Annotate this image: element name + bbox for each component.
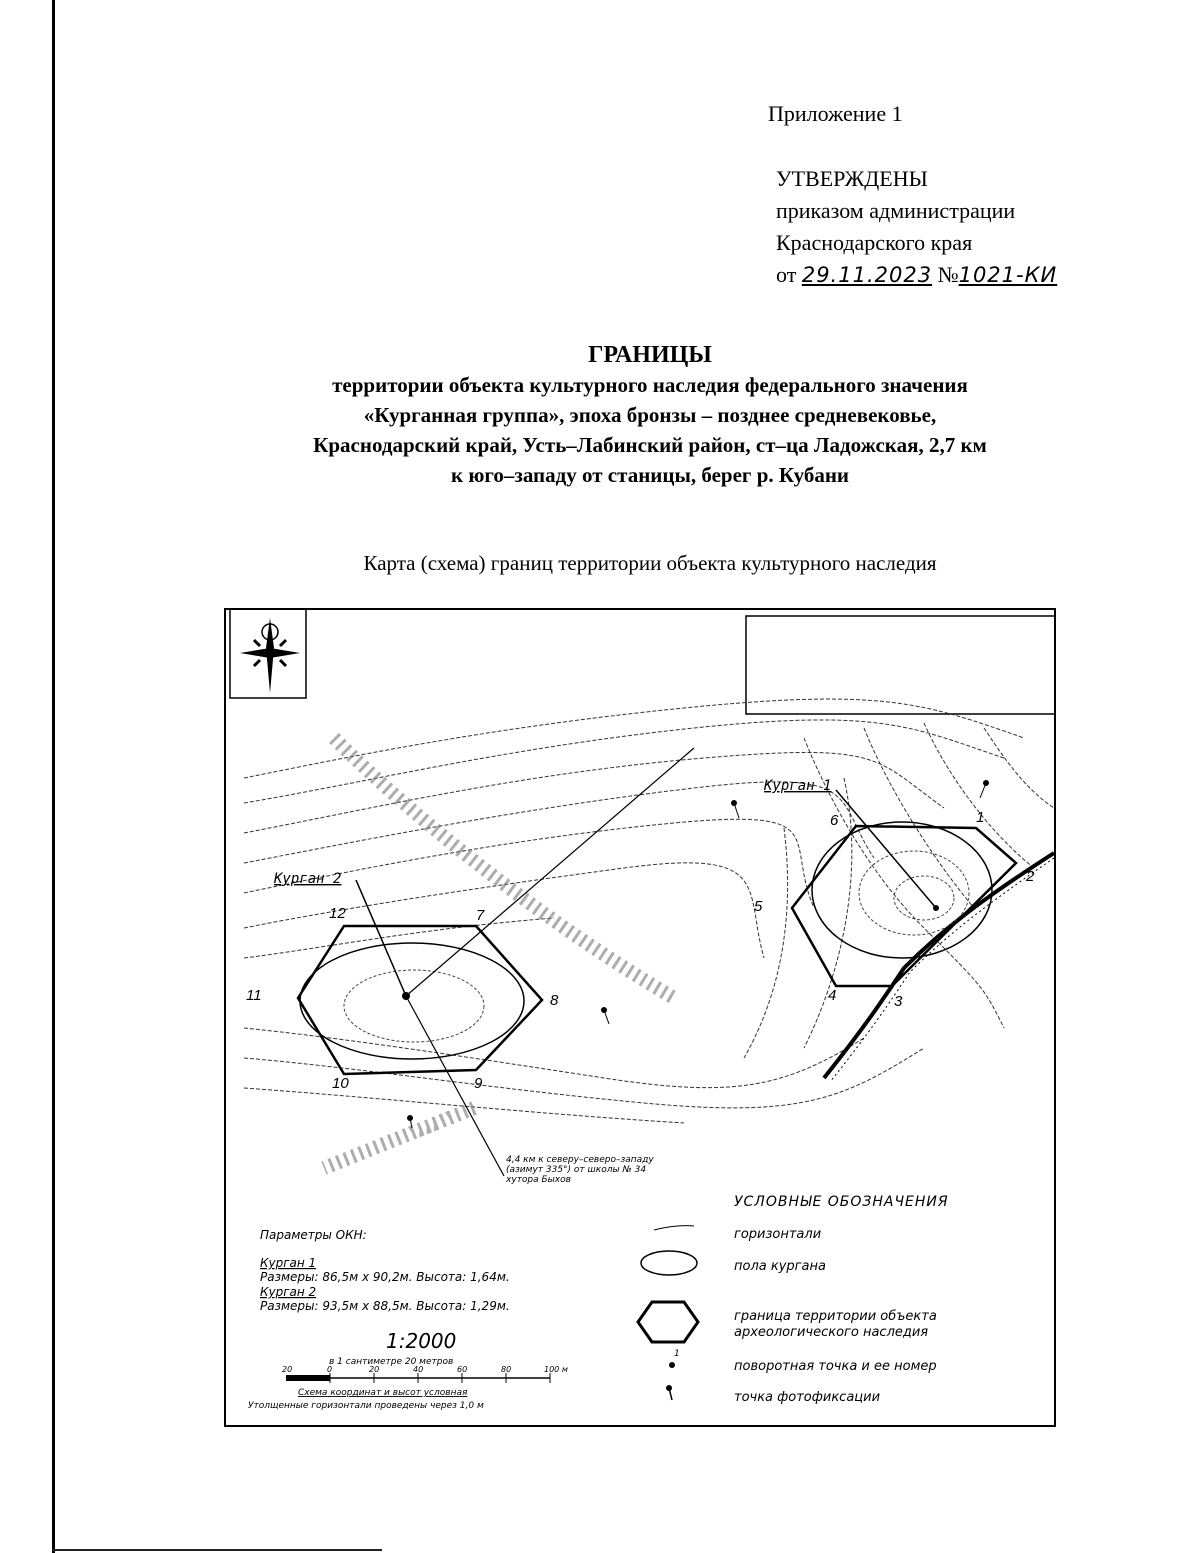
turn-point-legend-icon (669, 1362, 675, 1368)
kurgan-2-label: Курган 2 (274, 871, 342, 887)
scale-tick-2: 20 (369, 1365, 380, 1374)
point-5-label: 5 (754, 898, 763, 915)
document-title (200, 340, 1100, 490)
point-9-label: 9 (474, 1075, 483, 1092)
contour-lines (244, 699, 1054, 1123)
legend-item-mound: пола кургана (734, 1259, 826, 1274)
point-7-label: 7 (476, 907, 485, 924)
okn-parameters (260, 1228, 510, 1313)
legend-title: УСЛОВНЫЕ ОБОЗНАЧЕНИЯ (734, 1194, 949, 1210)
params-kurgan-2-label: Курган 2 (260, 1285, 317, 1299)
point-1-label: 1 (976, 809, 985, 826)
number-prefix: № (937, 262, 959, 287)
params-kurgan-1-sizes: Размеры: 86,5м х 90,2м. Высота: 1,64м. (260, 1270, 510, 1284)
title-line-2: «Курганная группа», эпоха бронзы – позднее средневековье, (363, 403, 937, 427)
point-4-label: 4 (828, 987, 837, 1004)
legend-item-contours: горизонтали (734, 1227, 822, 1242)
point-6-label: 6 (830, 812, 839, 829)
bearing-note-3: хутора Быхов (506, 1175, 571, 1185)
order-line-2: Краснодарского края (776, 230, 973, 255)
order-line-1: приказом администрации (776, 198, 1016, 223)
legend-item-photo: точка фотофиксации (734, 1390, 881, 1405)
params-kurgan-2-sizes: Размеры: 93,5м х 88,5м. Высота: 1,29м. (260, 1299, 510, 1313)
photo-point-icon (731, 800, 739, 818)
point-8-label: 8 (550, 992, 559, 1009)
scale-tick-4: 60 (457, 1365, 468, 1374)
approval-block (776, 163, 1057, 291)
mound-legend-icon (641, 1251, 697, 1275)
kurgan-1-label: Курган 1 (764, 778, 832, 794)
appendix-label: Приложение 1 (768, 101, 903, 126)
point-11-label: 11 (246, 987, 262, 1004)
legend-point-sample: 1 (674, 1349, 680, 1359)
page-edge-line (52, 0, 55, 1553)
contour-legend-icon (654, 1226, 694, 1230)
bearing-note-2: (азимут 335°) от школы № 34 (506, 1165, 647, 1175)
photo-point-icon (601, 1007, 609, 1024)
legend-item-boundary-2: археологического наследия (734, 1325, 929, 1340)
point-10-label: 10 (332, 1075, 349, 1092)
scale-bar (248, 1329, 568, 1411)
photo-legend-icon (666, 1385, 672, 1400)
legend-item-turn-point: поворотная точка и ее номер (734, 1359, 937, 1374)
photo-points (407, 780, 989, 1128)
title-line-1: территории объекта культурного наследия федерального значения (332, 373, 968, 397)
page-bottom-line (52, 1549, 382, 1551)
photo-point-icon (407, 1115, 413, 1128)
empty-info-box (746, 616, 1054, 714)
title-line-3: Краснодарский край, Усть–Лабинский район, ст–ца Ладожская, 2,7 км (313, 433, 987, 457)
boundary-legend-icon (638, 1302, 698, 1342)
point-2-label: 2 (1026, 868, 1035, 885)
date-prefix: от (776, 262, 797, 287)
legend (638, 1194, 949, 1405)
legend-item-boundary-1: граница территории объекта (734, 1309, 937, 1324)
map-caption: Карта (схема) границ территории объекта культурного наследия (363, 551, 937, 575)
map-scheme (224, 608, 1054, 1426)
order-date-line (776, 259, 1057, 291)
title-line-4: к юго–западу от станицы, берег р. Кубани (450, 463, 850, 487)
point-3-label: 3 (894, 993, 903, 1010)
scale-per-cm: в 1 сантиметре 20 метров (329, 1357, 454, 1367)
river-bank (824, 853, 1054, 1078)
order-date: 29.11.2023 (801, 263, 933, 287)
scale-tick-6: 100 м (544, 1365, 568, 1374)
north-arrow-icon (230, 608, 306, 698)
scale-ratio: 1:2000 (386, 1329, 457, 1353)
point-12-label: 12 (329, 905, 346, 922)
params-title: Параметры ОКН: (260, 1228, 367, 1242)
approved-label: УТВЕРЖДЕНЫ (776, 166, 928, 191)
kurgan-1-mound (812, 822, 992, 958)
scale-tick-5: 80 (501, 1365, 512, 1374)
order-number: 1021-КИ (958, 263, 1058, 287)
kurgan-2-boundary (298, 926, 542, 1074)
scale-tick-1: 0 (327, 1365, 333, 1374)
kurgan-1-boundary (792, 826, 1016, 986)
params-kurgan-1-label: Курган 1 (260, 1256, 317, 1270)
photo-point-icon (980, 780, 989, 798)
scale-note-2: Утолщенные горизонтали проведены через 1,0 м (248, 1401, 484, 1411)
scale-tick-0: 20 (282, 1365, 293, 1374)
scale-note-1: Схема координат и высот условная (298, 1388, 468, 1398)
title-heading: ГРАНИЦЫ (588, 342, 712, 368)
kurgan-2 (273, 748, 694, 1176)
bearing-note-1: 4,4 км к северу–северо–западу (506, 1155, 654, 1165)
scale-tick-3: 40 (413, 1365, 424, 1374)
